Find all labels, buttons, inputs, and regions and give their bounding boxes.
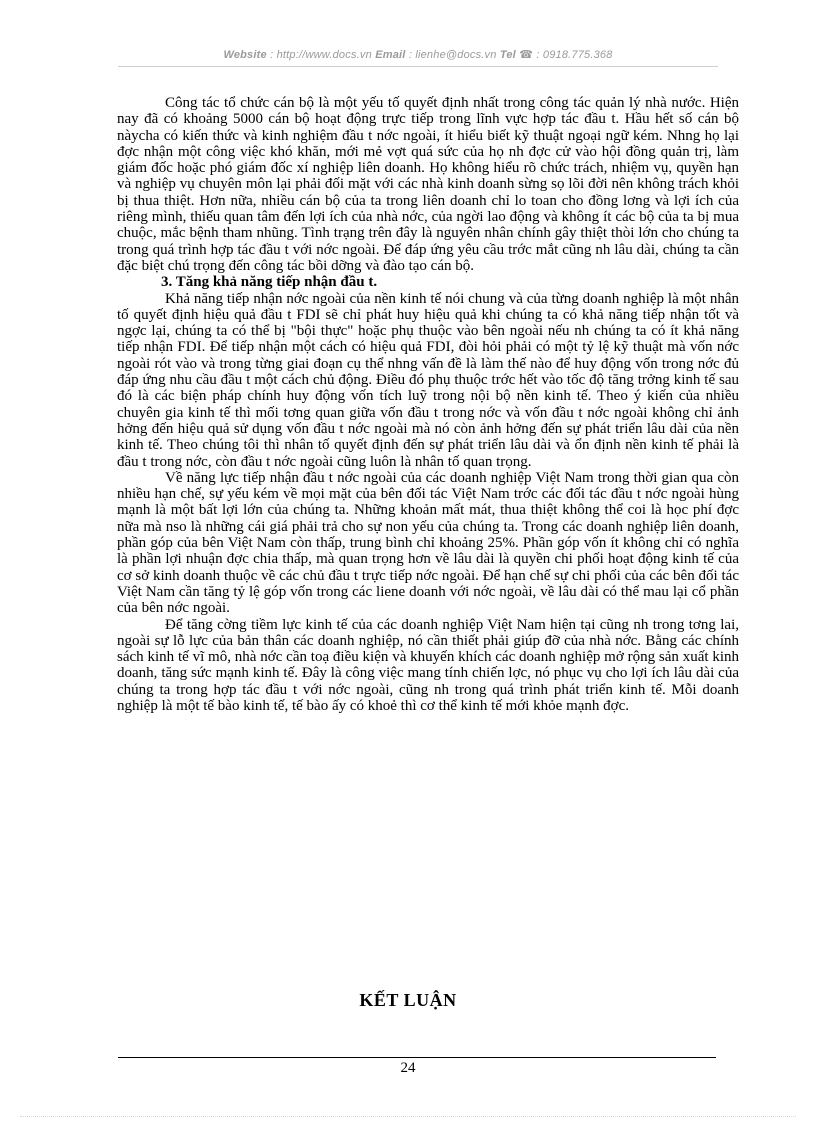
website-value: : http://www.docs.vn (270, 49, 372, 61)
paragraph-staff-organization: Công tác tổ chức cán bộ là một yếu tố quyết định nhất trong công tác quản lý nhà nước. Hiện nay đã có khoảng 5000 cán bộ hoạt động trực tiếp trong lĩnh vực hợp tác đầu t. Hầu hết số cán bộ nàycha có kiến thức và kinh nghiệm đầu t nớc ngoài, ít hiểu biết kỹ thuật ngoại ngữ kém. Nhng họ lại đợc nhận một công việc khó khăn, mới mẻ vợt quá sức của họ nh đợc cử vào hội đồng quản trị, làm giám đốc hoặc phó giám đốc xí nghiệp liên doanh. Họ không hiểu rõ chức trách, nhiệm vụ, quyền hạn và nghiệp vụ chuyên môn lại phải đối mặt với các nhà kinh doanh sừng sọ lõi đời nên không trách khỏi bị thua thiệt. Hơn nữa, nhiều cán bộ của ta trong liên doanh chỉ lo toan cho đồng lơng và lợi ích của riêng mình, thiếu quan tâm đến lợi ích của nhà nớc, của ngời lao động và không ít các bộ của ta bị mua chuộc, mắc bệnh tham nhũng. Tình trạng trên đây là nguyên nhân chính gây thiệt thòi lớn cho chúng ta trong quá trình hợp tác đầu t với nớc ngoài. Để đáp ứng yêu cầu trớc mắt cũng nh lâu dài, chúng ta cần đặc biệt chú trọng đến công tác bồi dỡng và đào tạo cán bộ. (117, 95, 739, 274)
conclusion-heading: KẾT LUẬN (359, 990, 457, 1010)
email-value: : lienhe@docs.vn (408, 49, 497, 61)
page-header (118, 48, 718, 61)
website-label: Website (223, 49, 267, 61)
page-number: 24 (400, 1060, 416, 1076)
tel-label: Tel (499, 49, 516, 61)
paragraph-vietnamese-enterprises: Về năng lực tiếp nhận đầu t nớc ngoài của các doanh nghiệp Việt Nam trong thời gian qua còn nhiều hạn chế, sự yếu kém về mọi mặt của bên đối tác Việt Nam trớc các đối tác đầu t nớc ngoài hùng mạnh là một bất lợi lớn của chúng ta. Những khoản mất mát, thua thiệt không thể coi là học phí đợc nữa mà nso là những cái giá phải trả cho sự non yếu của chúng ta. Trong các doanh nghiệp liên doanh, phần góp của bên Việt Nam còn thấp, trung bình chỉ khoảng 25%. Phần góp vốn ít không chỉ có nghĩa là phần lợi nhuận đợc chia thấp, mà quan trọng hơn về lâu dài là quyền chi phối hoạt động kinh tế của cơ sở kinh doanh thuộc về các chủ đầu t trực tiếp nớc ngoài. Để hạn chế sự chi phối của các bên đối tác Việt Nam cần tăng tỷ lệ góp vốn trong các liene doanh với nớc ngoài, về lâu dài có thể mau lại cổ phần của bên nớc ngoài. (117, 469, 739, 617)
document-body (117, 95, 739, 714)
paragraph-strengthening-potential: Để tăng cờng tiềm lực kinh tế của các doanh nghiệp Việt Nam hiện tại cũng nh trong tơng lai, ngoài sự lỗ lực của bản thân các doanh nghiệp, nó cần thiết phải giúp đỡ của nhà nớc. Bằng các chính sách kinh tế vĩ mô, nhà nớc cần toạ điều kiện và khuyến khích các doanh nghiệp mở rộng sản xuất kinh doanh, tăng sức mạnh kinh tế. Đây là công việc mang tính chiến lợc, nó phục vụ cho lợi ích lâu dài của chúng ta trong hợp tác đầu t với nớc ngoài, cũng nh trong quá trình phát triển kinh tế. Mỗi doanh nghiệp là một tế bào kinh tế, tế bào ấy có khoẻ thì cơ thể kinh tế mới khỏe mạnh đợc. (117, 616, 739, 714)
header-divider (118, 66, 718, 67)
footer-divider (118, 1057, 716, 1058)
email-label: Email (375, 49, 406, 61)
phone-icon: ☎ (519, 49, 534, 61)
section-heading-3: 3. Tăng khả năng tiếp nhận đầu t. (161, 274, 378, 291)
page-bottom-border (20, 1116, 796, 1117)
paragraph-absorption-capacity: Khả năng tiếp nhận nớc ngoài của nền kinh tế nói chung và của từng doanh nghiệp là một nhân tố quyết định hiệu quả đầu t FDI sẽ chỉ phát huy hiệu quả khi chúng ta có khả năng tiếp nhận tốt và ngợc lại, chúng ta có thể bị "bội thực" hoặc phụ thuộc vào bên ngoài nếu nh chúng ta có ít khả năng tiếp nhận FDI. Để tiếp nhận một cách có hiệu quả FDI, đòi hỏi phải có một tỷ lệ kỹ thuật mà vốn nớc ngoài rót vào và trong từng giai đoạn cụ thể nhng vấn đề là làm thế nào để huy động vốn trong nớc đủ đáp ứng nhu cầu đầu t một cách chủ động. Điều đó phụ thuộc trớc hết vào tốc độ tăng trởng kinh tế sau đó là các biện pháp chính huy động vốn tích luỹ trong nội bộ nền kinh tế. Theo ý kiến của nhiều chuyên gia kinh tế thì mối tơng quan giữa vốn đầu t trong nớc và vốn đầu t nớc ngoài không chỉ ảnh hởng đến hiệu quả sử dụng vốn đầu t nớc ngoài mà nó còn ảnh hởng đến sự phát triển lâu dài của nền kinh tế. Theo chúng tôi thì nhân tố quyết định đến sự phát triển lâu dài và ổn định nền kinh tế phải là đầu t trong nớc, còn đầu t nớc ngoài cũng luôn là nhân tố quan trọng. (117, 290, 739, 470)
tel-value: : 0918.775.368 (536, 49, 613, 61)
